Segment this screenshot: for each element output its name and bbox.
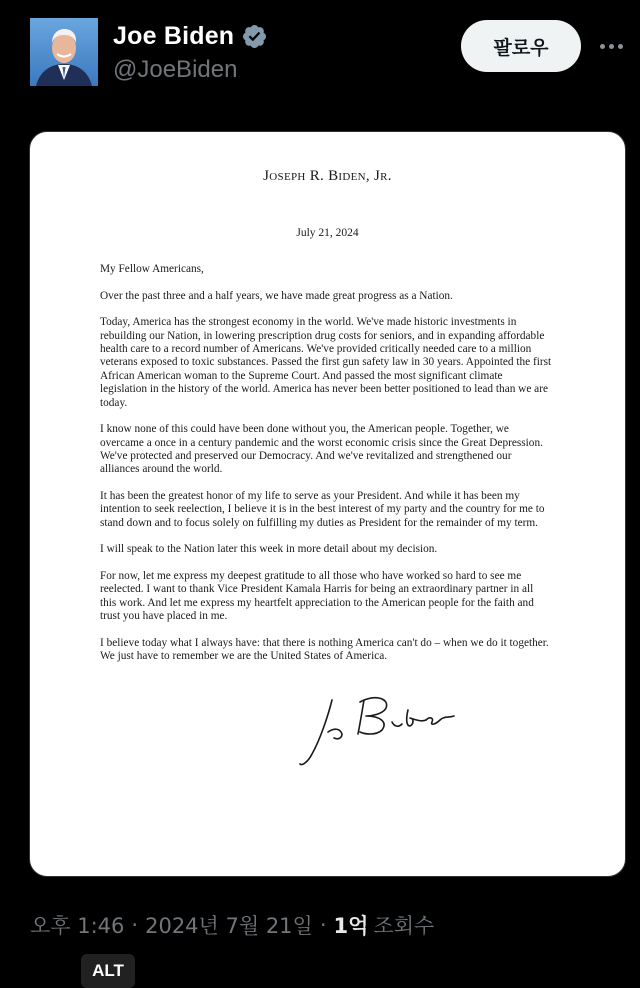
- display-name[interactable]: Joe Biden: [113, 21, 235, 50]
- follow-button[interactable]: 팔로우: [461, 20, 581, 72]
- tweet-metadata: [30, 908, 434, 942]
- views-count[interactable]: 1억: [333, 914, 369, 938]
- alt-text-badge[interactable]: ALT: [81, 954, 135, 988]
- tweet-header: [0, 0, 640, 110]
- letter-date: July 21, 2024: [296, 227, 359, 239]
- display-name-row: [113, 20, 268, 52]
- letter-paragraph: It has been the greatest honor of my life to serve as your President. And while it has been my intention to seek reelection, I believe it is in the best interest of my party and the country for me to stand down and to focus solely on fulfilling my duties as President for the remainder of my term.: [100, 490, 545, 529]
- more-options-button[interactable]: [595, 32, 627, 60]
- separator: ·: [131, 913, 139, 937]
- letterhead: Joseph R. Biden, Jr.: [263, 168, 392, 184]
- letter-paragraph: I will speak to the Nation later this week in more detail about my decision.: [100, 543, 438, 556]
- user-handle[interactable]: @JoeBiden: [113, 56, 238, 83]
- avatar[interactable]: [30, 18, 98, 86]
- letter-paragraph: Today, America has the strongest economy in the world. We've made historic investments in rebuilding our Nation, in lowering prescription drug costs for seniors, and in expanding affordable health care to a record number of Americans. We've provided critically needed care to a million veterans exposed to toxic substances. Passed the first gun safety law in 30 years. Appointed the first African American woman to the Supreme Court. And passed the most significant climate legislation in the history of the world. America has never been better positioned to lead than we are today.: [100, 316, 552, 409]
- letter-paragraph: Over the past three and a half years, we have made great progress as a Nation.: [100, 289, 453, 302]
- tweet-date[interactable]: 2024년 7월 21일: [145, 914, 313, 938]
- signature: [298, 688, 456, 770]
- letter-paragraph: For now, let me express my deepest gratitude to all those who have worked so hard to see me reelected. I want to thank Vice President Kamala Harris for being an extraordinary partner in all this work. And let me express my heartfelt appreciation to the American people for the faith and trust you have placed in me.: [100, 570, 534, 623]
- separator: ·: [319, 913, 327, 937]
- letter-body: [100, 263, 552, 677]
- verified-badge-icon: [241, 23, 268, 50]
- more-horizontal-icon: [600, 44, 605, 49]
- views-label: 조회수: [373, 914, 435, 938]
- letter-paragraph: I know none of this could have been done without you, the American people. Together, we overcame a once in a century pandemic and the worst economic crisis since the Great Depression. We've protected and preserved our Democracy. And we've revitalized and strengthened our alliances around the world.: [100, 423, 543, 476]
- letter-paragraph: I believe today what I always have: that there is nothing America can't do – when we do it together. We just have to remember we are the United States of America.: [100, 636, 549, 663]
- letter-document: [30, 132, 625, 876]
- letter-paragraph: My Fellow Americans,: [100, 263, 204, 275]
- tweet-time[interactable]: 오후 1:46: [30, 914, 125, 938]
- profile-photo: [30, 18, 98, 86]
